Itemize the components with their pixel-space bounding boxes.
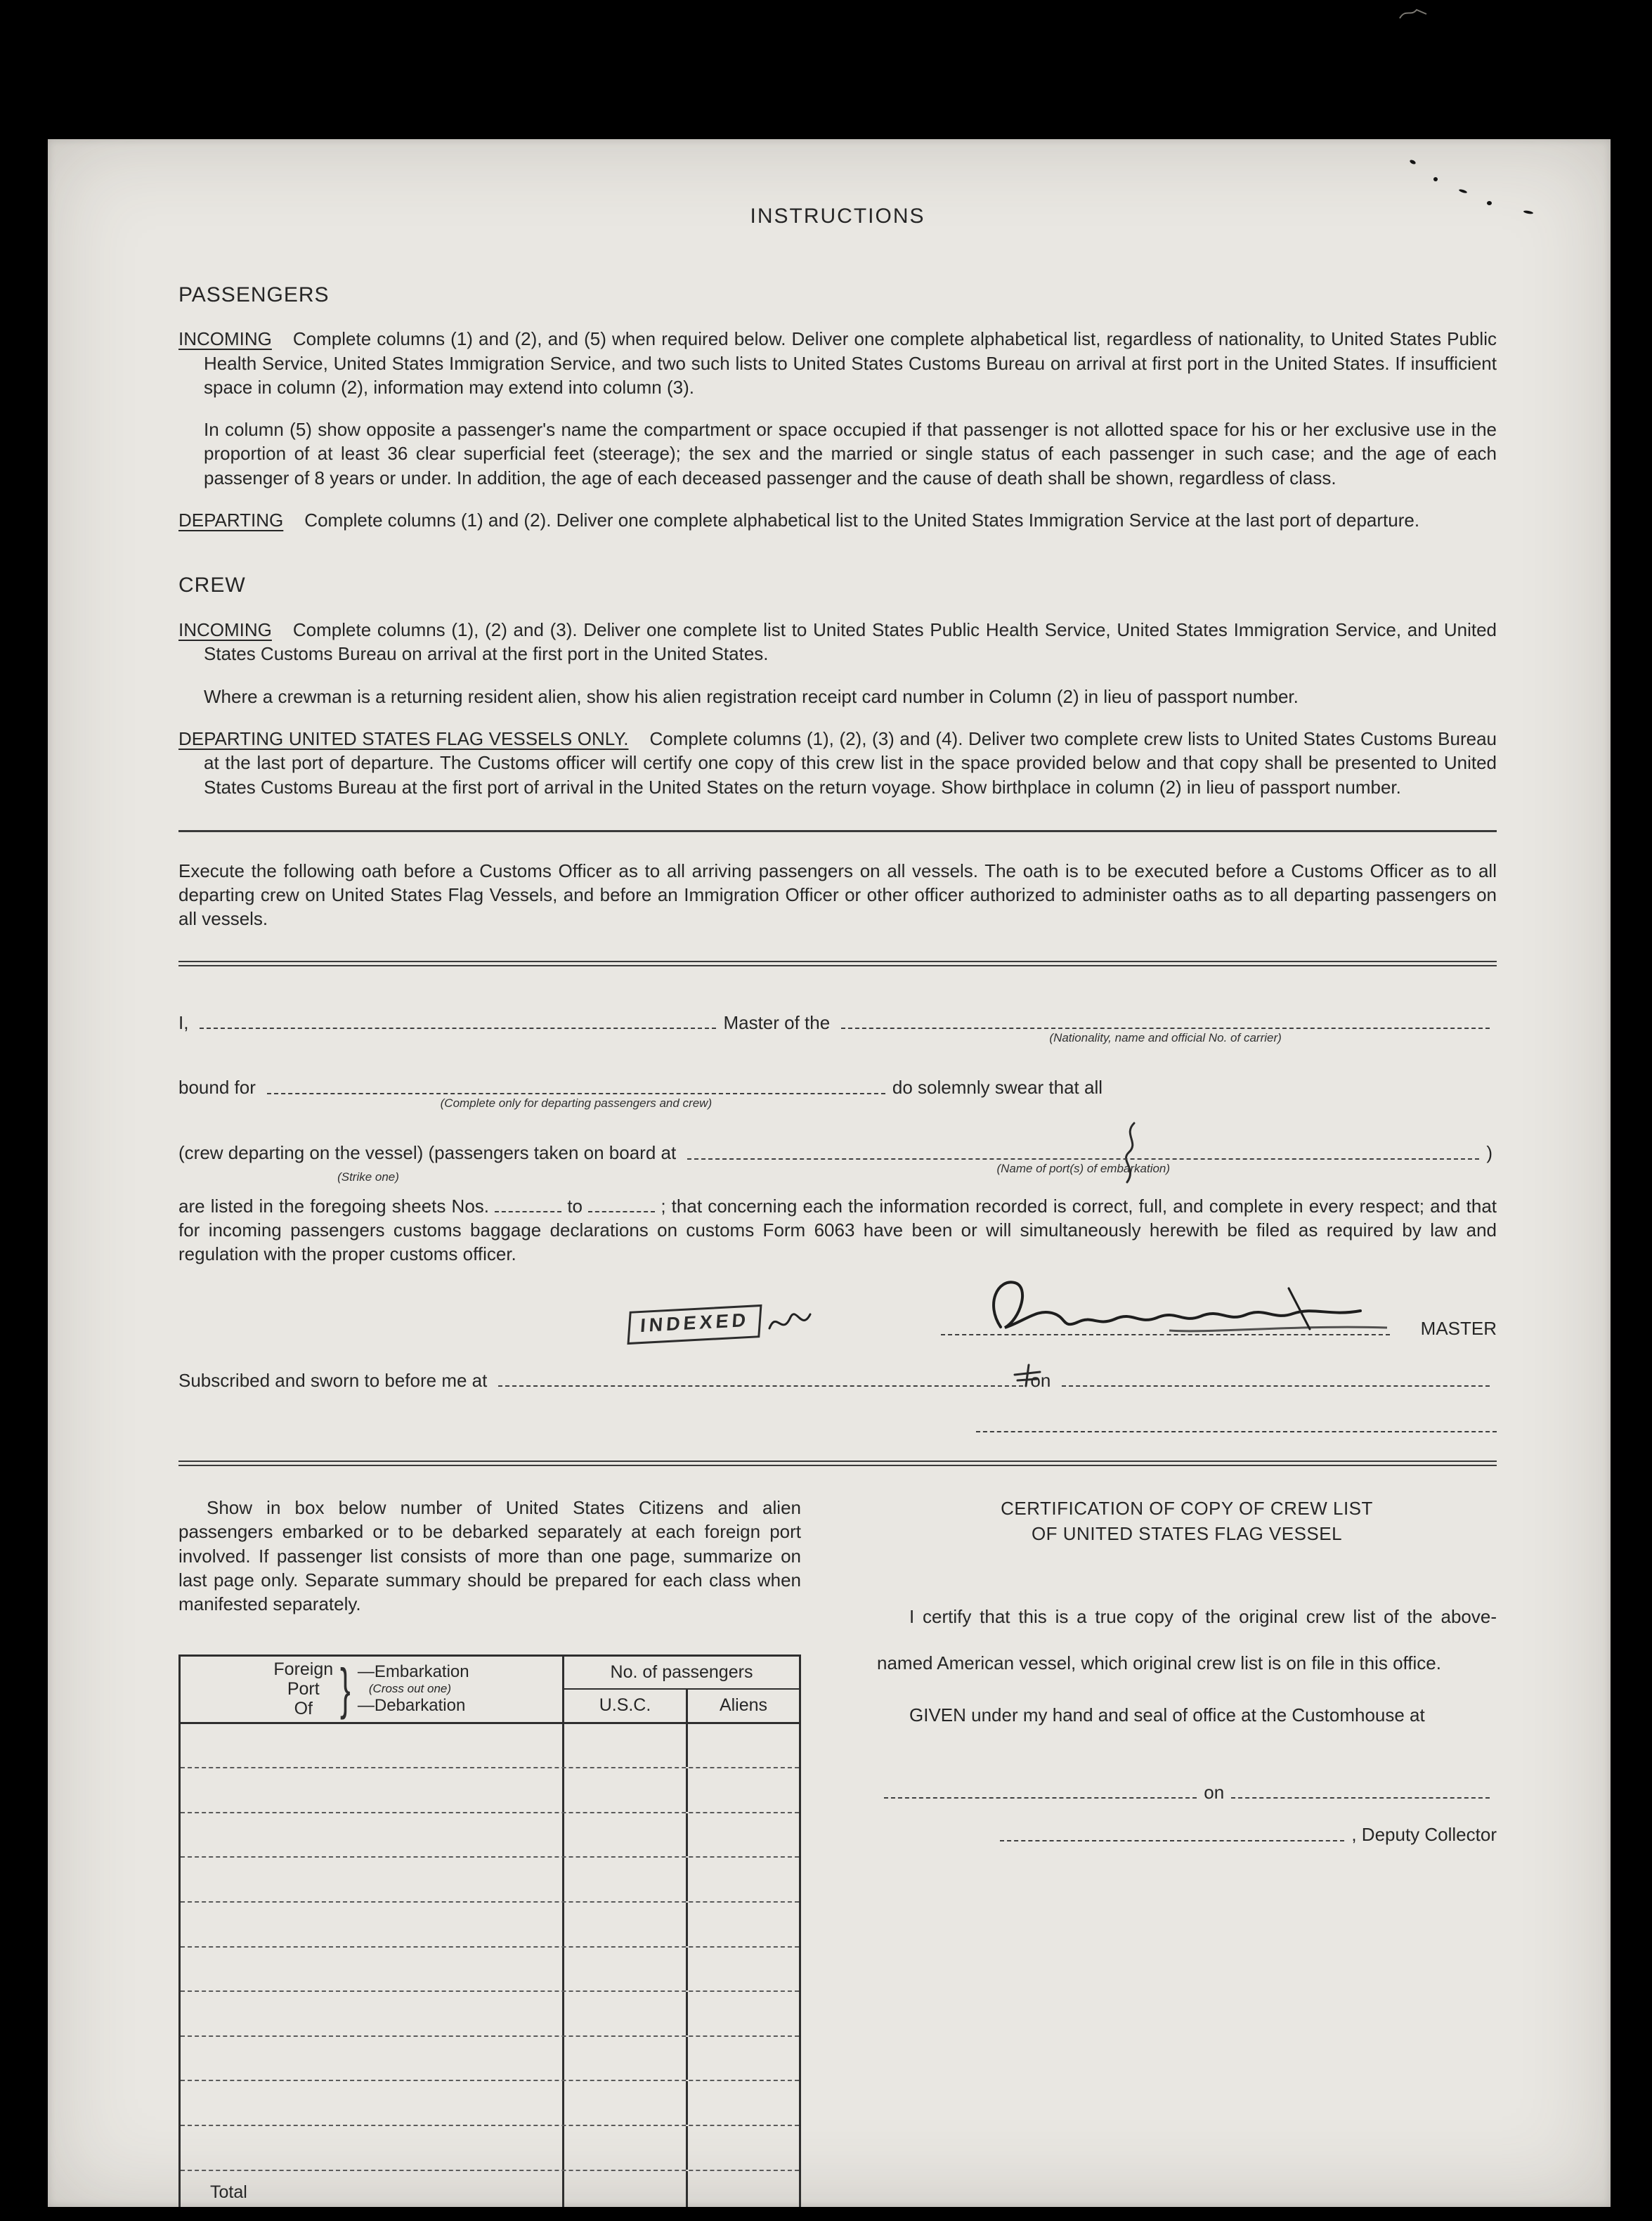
no-of-passengers-header: No. of passengers [564, 1657, 799, 1690]
passengers-departing-text: Complete columns (1) and (2). Deliver one complete alphabetical list to the United States Immigration Service at the last port of departure. [304, 510, 1420, 531]
debarkation-option: —Debarkation [357, 1696, 466, 1716]
notary-extra-blank [976, 1431, 1497, 1432]
horizontal-rule [178, 830, 1497, 832]
port-cell [181, 1992, 564, 2035]
sheets-from-blank [495, 1204, 561, 1212]
customhouse-line [877, 1782, 1497, 1803]
port-cell [181, 1724, 564, 1768]
bound-for-label: bound for [178, 1077, 256, 1099]
certification-title-line2: OF UNITED STATES FLAG VESSEL [1031, 1523, 1343, 1545]
passenger-subheaders [564, 1690, 799, 1722]
port-cell [181, 2126, 564, 2170]
summary-table-header [181, 1657, 799, 1724]
summary-table-row [181, 1724, 799, 1769]
carrier-blank [841, 1022, 1490, 1045]
port-cell [181, 1858, 564, 1901]
summary-table-row [181, 1813, 799, 1858]
crew-resident-alien-paragraph: Where a crewman is a returning resident alien, show his alien registration receipt card number in Column (2) in lieu of passport number. [204, 685, 1299, 707]
aliens-cell [688, 1768, 799, 1812]
usc-cell [564, 1858, 688, 1901]
usc-cell [564, 1903, 688, 1946]
usc-cell [564, 1813, 688, 1857]
summary-table-row [181, 1992, 799, 2037]
bottom-section [178, 1496, 1497, 2207]
scan-artifact-scratch [1397, 4, 1429, 22]
carrier-hint: (Nationality, name and official No. of carrier) [1049, 1031, 1282, 1045]
passengers-departing-paragraph [178, 508, 1497, 532]
passengers-incoming-text: Complete columns (1) and (2), and (5) when required below. Deliver one complete alphabetical list, regardless of nationality, to United States Public Health Service, United States Immigration Service, and two such lists to United States Customs Bureau on arrival at first port in the United States. If insufficient space in column (2), information may extend into column (3). [204, 328, 1497, 398]
aliens-cell [688, 1724, 799, 1768]
oath-i-label: I, [178, 1011, 189, 1033]
usc-cell [564, 2081, 688, 2125]
brace-glyph: } [340, 1657, 351, 1721]
crew-heading: CREW [178, 574, 246, 597]
master-name-blank [200, 1022, 716, 1029]
aliens-cell [688, 1858, 799, 1901]
aliens-cell [688, 1903, 799, 1946]
summary-table-row [181, 1768, 799, 1813]
document-paper [48, 139, 1611, 2207]
of-word: Of [294, 1699, 313, 1719]
crew-departing-phrase [178, 1141, 680, 1184]
embarkation-option: —Embarkation [357, 1662, 469, 1681]
certification-text: I certify that this is a true copy of the original crew list of the above-named American vessel, which original crew list is on file in this office. [877, 1605, 1497, 1674]
bound-for-blank [267, 1087, 885, 1110]
total-usc-cell [564, 2171, 688, 2207]
usc-cell [564, 2126, 688, 2170]
summary-table-row [181, 1858, 799, 1903]
oath-line-master [178, 1011, 1497, 1045]
subscribed-on-label: on [1030, 1369, 1051, 1391]
port-cell [181, 1768, 564, 1812]
port-hint: (Name of port(s) of embarkation) [996, 1161, 1171, 1175]
subscribed-date-blank [1062, 1380, 1490, 1387]
summary-table-row [181, 1948, 799, 1993]
usc-cell [564, 1768, 688, 1812]
crew-departing-text: Complete columns (1), (2), (3) and (4). Deliver two complete crew lists to United States Customs Bureau at the last port of departure. The Customs officer will certify one copy of this crew list in the space provided below and that copy shall be presented to United States Customs Bureau at the first port of arrival in the United States on the return voyage. Show birthplace in column (2) in lieu of passport number. [204, 727, 1497, 798]
indexed-stamp-wrap [628, 1307, 813, 1341]
swear-text: do solemnly swear that all [892, 1077, 1103, 1099]
foreign-word: Foreign [273, 1659, 334, 1680]
crew-departing-phrase-text: (crew departing on the vessel) (passengers taken on board at [178, 1141, 677, 1163]
listed-paragraph [178, 1194, 1497, 1267]
oath-line-embarkation [178, 1141, 1497, 1184]
port-cell [181, 2081, 564, 2125]
crew-incoming-label: INCOMING [178, 619, 272, 640]
usc-cell [564, 1724, 688, 1768]
summary-table [178, 1655, 801, 2207]
subscribed-line [178, 1371, 1497, 1391]
summary-table-row [181, 1903, 799, 1948]
subscribed-place-blank [498, 1380, 1023, 1387]
oath-execute-paragraph: Execute the following oath before a Customs Officer as to all arriving passengers on all vessels. The oath is to be executed before a Customs Officer as to all departing crew on United States Flag Vessels, and before an Immigration Officer or other officer authorized to administer oaths as to all departing passengers on all vessels. [178, 860, 1497, 930]
listed-to: to [567, 1195, 583, 1217]
foreign-port-header-cell [181, 1657, 564, 1722]
total-label: Total [181, 2171, 564, 2207]
indexed-stamp: INDEXED [627, 1304, 762, 1345]
passengers-column5-paragraph: In column (5) show opposite a passenger's name the compartment or space occupied if that passenger is not allotted space for his or her exclusive use in the proportion of at least 36 clear superficial feet (steerage); the sex and the married or single status of each passenger in such case; and the age of each passenger of 8 years or under. In addition, the age of each deceased passenger and the cause of death shall be shown, regardless of class. [204, 419, 1497, 488]
deputy-collector-label: , Deputy Collector [1351, 1824, 1497, 1846]
aliens-cell [688, 1948, 799, 1991]
deputy-signature-blank [1000, 1834, 1344, 1841]
master-signature [958, 1260, 1408, 1348]
crew-incoming-paragraph [178, 618, 1497, 666]
summary-table-body [181, 1724, 799, 2171]
oath-master-of-the: Master of the [723, 1011, 831, 1033]
signature-row [178, 1272, 1497, 1356]
embark-debark-options [358, 1662, 469, 1716]
aliens-cell [688, 2126, 799, 2170]
certification-column [877, 1496, 1497, 2207]
certification-title [877, 1496, 1497, 1547]
crew-incoming-text: Complete columns (1), (2) and (3). Deliver one complete list to United States Public Health Service, United States Immigration Service, and United States Customs Bureau on arrival at the first port in the United States. [204, 619, 1497, 665]
given-text: GIVEN under my hand and seal of office at the Customhouse at [909, 1704, 1425, 1726]
customhouse-date-blank [1231, 1792, 1490, 1799]
summary-instructions: Show in box below number of United States Citizens and alien passengers embarked or to be debarked separately at each foreign port involved. If passenger list consists of more than one page, summarize on last page only. Separate summary should be prepared for each class when manifested separately. [178, 1497, 801, 1615]
customhouse-place-blank [884, 1792, 1197, 1799]
aliens-cell [688, 1813, 799, 1857]
aliens-cell [688, 2037, 799, 2080]
embarkation-port-blank [687, 1153, 1479, 1175]
foreign-port-label [273, 1659, 333, 1718]
page-title: INSTRUCTIONS [750, 205, 925, 228]
total-aliens-cell [688, 2171, 799, 2207]
oath-line-bound-for [178, 1077, 1497, 1110]
pen-flourish [767, 1307, 813, 1340]
usc-cell [564, 1992, 688, 2035]
crew-departing-paragraph [178, 727, 1497, 799]
summary-table-row [181, 2037, 799, 2082]
port-cell [181, 2037, 564, 2080]
cross-out-hint: (Cross out one) [368, 1682, 452, 1696]
port-cell [181, 1948, 564, 1991]
passengers-incoming-paragraph [178, 327, 1497, 399]
listed-pre: are listed in the foregoing sheets Nos. [178, 1195, 489, 1217]
bound-for-hint: (Complete only for departing passengers and crew) [440, 1096, 713, 1110]
passengers-incoming-label: INCOMING [178, 328, 272, 350]
port-cell [181, 1813, 564, 1857]
passengers-heading: PASSENGERS [178, 283, 330, 306]
certification-title-line1: CERTIFICATION OF COPY OF CREW LIST [1001, 1498, 1373, 1520]
aliens-cell [688, 1992, 799, 2035]
double-rule-upper [178, 961, 1497, 966]
summary-column [178, 1496, 801, 2207]
port-word: Port [287, 1679, 320, 1699]
aliens-header: Aliens [719, 1695, 768, 1716]
summary-table-row [181, 2126, 799, 2171]
strike-one-hint: (Strike one) [337, 1170, 399, 1184]
customhouse-on-label: on [1204, 1781, 1225, 1803]
port-cell [181, 1903, 564, 1946]
listed-post: ; that concerning each the information recorded is correct, full, and complete in every respect; and that for incoming passengers customs baggage declarations on customs Form 6063 have been or will simultaneously herewith be filed as required by law and regulation with the proper customs officer. [178, 1195, 1497, 1265]
sheets-to-blank [588, 1204, 655, 1212]
summary-table-row [181, 2081, 799, 2126]
double-rule-lower [178, 1461, 1497, 1466]
summary-table-total-row [181, 2171, 799, 2207]
usc-header: U.S.C. [564, 1690, 688, 1722]
passengers-departing-label: DEPARTING [178, 510, 284, 531]
aliens-cell [688, 2081, 799, 2125]
crew-departing-label: DEPARTING UNITED STATES FLAG VESSELS ONLY. [178, 727, 629, 749]
passengers-header-cell [564, 1657, 799, 1722]
deputy-collector-line [993, 1825, 1497, 1845]
subscribed-text: Subscribed and sworn to before me at [178, 1369, 488, 1391]
close-paren: ) [1486, 1141, 1492, 1163]
usc-cell [564, 1948, 688, 1991]
usc-cell [564, 2037, 688, 2080]
master-label: MASTER [1420, 1318, 1497, 1340]
